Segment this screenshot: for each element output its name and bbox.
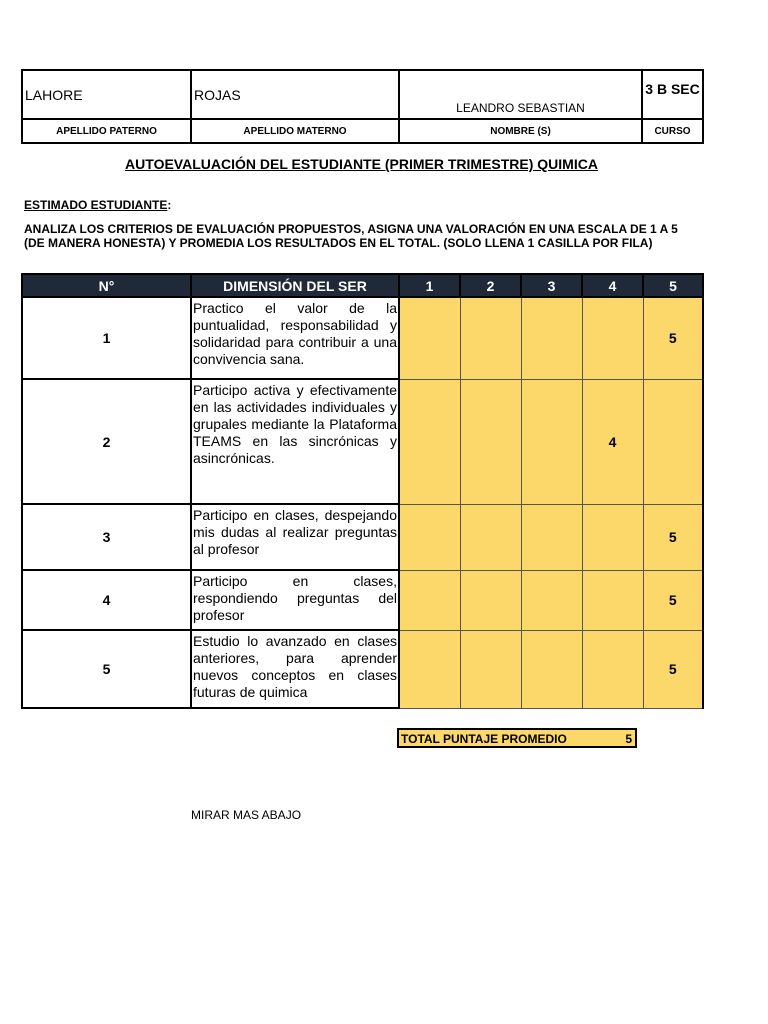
score-cell-2[interactable]	[460, 570, 521, 630]
score-cell-1[interactable]	[399, 630, 460, 708]
apellido-paterno-label: APELLIDO PATERNO	[22, 119, 191, 143]
score-cell-5[interactable]: 5	[643, 297, 703, 379]
score-cell-3[interactable]	[521, 504, 582, 570]
header-score-4: 4	[582, 274, 643, 297]
table-row	[22, 379, 703, 504]
score-cell-5[interactable]: 5	[643, 630, 703, 708]
row-number: 2	[22, 379, 191, 504]
instructions: ANALIZA LOS CRITERIOS DE EVALUACIÓN PROPUESTOS, ASIGNA UNA VALORACIÓN EN UNA ESCALA DE 1 A 5 (DE MANERA HONESTA) Y PROMEDIA LOS RESULTADOS EN EL TOTAL. (SOLO LLENA 1 CASILLA POR FILA)	[24, 222, 678, 250]
score-cell-4[interactable]: 4	[582, 379, 643, 504]
total-label: TOTAL PUNTAJE PROMEDIO	[401, 732, 567, 746]
row-number: 1	[22, 297, 191, 379]
score-cell-4[interactable]	[582, 297, 643, 379]
nombre-value[interactable]: LEANDRO SEBASTIAN	[399, 70, 642, 119]
student-info-table	[21, 69, 704, 144]
table-header-row	[22, 274, 703, 297]
score-cell-1[interactable]	[399, 570, 460, 630]
table-row	[22, 630, 703, 708]
apellido-materno-label: APELLIDO MATERNO	[191, 119, 399, 143]
row-number: 3	[22, 504, 191, 570]
criterion-text: Estudio lo avanzado en clases anteriores, para aprender nuevos conceptos en clases futuras de quimica	[191, 630, 399, 708]
score-cell-1[interactable]	[399, 379, 460, 504]
row-number: 4	[22, 570, 191, 630]
score-cell-2[interactable]	[460, 379, 521, 504]
nombre-label: NOMBRE (S)	[399, 119, 642, 143]
header-dimension: DIMENSIÓN DEL SER	[191, 274, 399, 297]
score-cell-4[interactable]	[582, 570, 643, 630]
header-score-2: 2	[460, 274, 521, 297]
score-cell-2[interactable]	[460, 297, 521, 379]
score-cell-3[interactable]	[521, 570, 582, 630]
score-cell-1[interactable]	[399, 297, 460, 379]
total-average-box	[397, 728, 637, 748]
criterion-text: Participo activa y efectivamente en las actividades individuales y grupales mediante la Plataforma TEAMS en las sincrónicas y asincrónicas.	[191, 379, 399, 504]
curso-label: CURSO	[642, 119, 703, 143]
header-score-5: 5	[643, 274, 703, 297]
table-row	[22, 570, 703, 630]
score-cell-5[interactable]: 5	[643, 570, 703, 630]
greeting-text: ESTIMADO ESTUDIANTE	[24, 198, 168, 212]
evaluation-table	[21, 273, 704, 709]
greeting	[24, 198, 171, 212]
criterion-text: Participo en clases, respondiendo preguntas del profesor	[191, 570, 399, 630]
total-value[interactable]: 5	[625, 732, 632, 746]
score-cell-3[interactable]	[521, 379, 582, 504]
table-row	[22, 297, 703, 379]
table-row	[22, 504, 703, 570]
apellido-materno-value[interactable]: ROJAS	[191, 70, 399, 119]
header-score-1: 1	[399, 274, 460, 297]
score-cell-2[interactable]	[460, 630, 521, 708]
score-cell-3[interactable]	[521, 630, 582, 708]
score-cell-5[interactable]: 5	[643, 504, 703, 570]
score-cell-3[interactable]	[521, 297, 582, 379]
score-cell-4[interactable]	[582, 504, 643, 570]
header-score-3: 3	[521, 274, 582, 297]
greeting-colon: :	[167, 198, 172, 212]
score-cell-2[interactable]	[460, 504, 521, 570]
footer-note: MIRAR MAS ABAJO	[191, 808, 302, 822]
row-number: 5	[22, 630, 191, 708]
score-cell-5[interactable]	[643, 379, 703, 504]
apellido-paterno-value[interactable]: LAHORE	[22, 70, 191, 119]
curso-value[interactable]: 3 B SEC	[642, 70, 703, 119]
criterion-text: Participo en clases, despejando mis dudas al realizar preguntas al profesor	[191, 504, 399, 570]
criterion-text: Practico el valor de la puntualidad, responsabilidad y solidaridad para contribuir a una convivencia sana.	[191, 297, 399, 379]
score-cell-1[interactable]	[399, 504, 460, 570]
page-title: AUTOEVALUACIÓN DEL ESTUDIANTE (PRIMER TRIMESTRE) QUIMICA	[125, 156, 598, 172]
score-cell-4[interactable]	[582, 630, 643, 708]
header-number: N°	[22, 274, 191, 297]
